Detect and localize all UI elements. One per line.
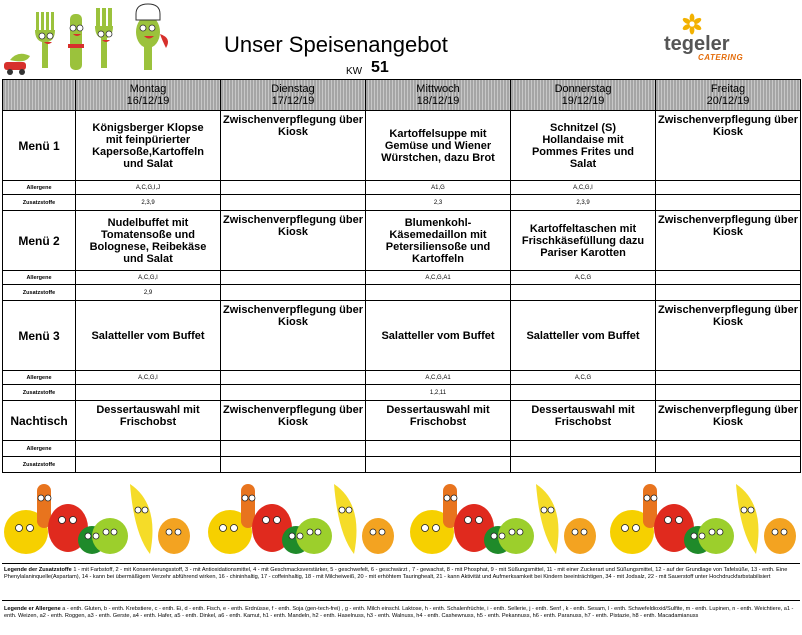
additive-cell: 1,2,11 (366, 385, 511, 401)
dish-cell: Zwischenverpflegung über Kiosk (221, 211, 366, 271)
header-corner (3, 80, 76, 111)
allergen-cell: A,C,G,A1 (366, 371, 511, 385)
legend-allergene (4, 606, 798, 621)
allergen-cell: A,C,G,I (511, 181, 656, 195)
brand-name: tegeler (664, 33, 730, 55)
allergen-cell: A,C,G (511, 271, 656, 285)
additive-row (3, 285, 801, 301)
additive-cell (511, 385, 656, 401)
additive-cell (656, 385, 801, 401)
allergen-row (3, 371, 801, 385)
dish-cell: Kartoffelsuppe mit Gemüse und Wiener Würstchen, dazu Brot (366, 111, 511, 181)
allergen-cell: A,C,G,I,J (76, 181, 221, 195)
additive-cell (511, 285, 656, 301)
legend-divider (2, 563, 800, 564)
day-date: 16/12/19 (126, 95, 170, 107)
day-date: 17/12/19 (271, 95, 315, 107)
day-name: Freitag (710, 83, 746, 95)
dish-cell: Dessertauswahl mit Frischobst (511, 401, 656, 441)
additive-cell (221, 385, 366, 401)
additive-cell (656, 285, 801, 301)
dish-cell: Kartoffeltaschen mit Frischkäsefüllung dazu Pariser Karotten (511, 211, 656, 271)
additive-cell (76, 385, 221, 401)
allergen-cell (366, 441, 511, 457)
menu-label: Nachtisch (3, 401, 76, 441)
allergen-cell: A,C,G,A1 (366, 271, 511, 285)
allergen-cell: A,C,G (511, 371, 656, 385)
additive-row (3, 195, 801, 211)
flower-logo-icon (681, 13, 703, 35)
additive-cell: 2,9 (76, 285, 221, 301)
allergen-cell (221, 441, 366, 457)
day-header-friday (656, 80, 801, 111)
allergen-cell: A1,G (366, 181, 511, 195)
allergen-row (3, 441, 801, 457)
day-name: Montag (129, 83, 167, 95)
additive-cell (221, 285, 366, 301)
dish-cell: Königsberger Klopse mit feinpürierter Kapersoße,Kartoffeln und Salat (76, 111, 221, 181)
dish-cell: Blumenkohl-Käsemedaillon mit Petersiliensoße und Kartoffeln (366, 211, 511, 271)
day-name: Mittwoch (416, 83, 460, 95)
allergen-row (3, 271, 801, 285)
allergen-cell: A,C,G,I (76, 271, 221, 285)
allergen-cell: A,C,G,I (76, 371, 221, 385)
dish-cell: Salatteller vom Buffet (76, 301, 221, 371)
allergen-row-label: Allergene (3, 441, 76, 457)
allergen-cell (221, 371, 366, 385)
additive-cell (221, 195, 366, 211)
menu-label: Menü 3 (3, 301, 76, 371)
allergen-cell (221, 271, 366, 285)
dish-cell: Zwischenverpflegung über Kiosk (656, 301, 801, 371)
day-header-row (3, 80, 801, 111)
day-header-thursday (511, 80, 656, 111)
additive-cell: 2,3,9 (76, 195, 221, 211)
additive-row-label: Zusatzstoffe (3, 195, 76, 211)
allergen-row-label: Allergene (3, 181, 76, 195)
dish-cell: Salatteller vom Buffet (511, 301, 656, 371)
allergen-cell (511, 441, 656, 457)
page-title: Unser Speisenangebot (224, 32, 448, 57)
dish-cell: Zwischenverpflegung über Kiosk (656, 401, 801, 441)
fruit-characters-image (2, 470, 192, 562)
legend-text: 1 - mit Farbstoff, 2 - mit Konservierungsstoff, 3 - mit Antioxidationsmittel, 4 - mit Geschmacksverstärker, 5 - geschwefelt, 6 - geschwärzt , 7 - gewachst, 8 - mit Phosphat, 9 - mit Süßungsmittel, 11 - mit einer Zuckerart und Süßungsmittel, 12 - auf der Grundlage von Tafelsüße, 13 - enth. Eine Phenylalaninquelle(Aspartam), 14 - kann bei übermäßigem Verzehr abführend wirken, 16 - chininhaltig, 17 - coffeinhaltig, 18 - mit Milcheiweiß, 20 - mit erhöhtem Tauringhealt, 21 - kann Aktivität und Aufmerksamkeit bei Kindern beeinträchtigen, 34 - mit Jodsalz, 22 - mit Sauerstoff unter Hochdruckfarbstabilisiert (4, 567, 788, 581)
legend-text: a - enth. Gluten, b - enth. Krebstiere, c - enth. Ei, d - enth. Fisch, e - enth. Erdnüsse, f - enth. Soja (gen-tech-frei) , g - enth. Milch einschl. Laktose, h - enth. Schalenfrüchte, i - enth. Sellerie, j - enth. Senf , k - enth. Sesam, l - enth. Schwefeldioxid/Sulfite, m - enth. Lupinen, n - enth. Weichtiere, a1 - enth. Weizen, a2 - enth. Roggen, a3 - enth. Gerste, a4 - enth. Hafer, a5 - enth. Dinkel, a6 - enth. Kamut, h1 - enth. Mandeln, h2 - enth. Haselnuss, h3 - enth. Walnuss, h4 - enth. Cashewnuss, h5 - enth. Pekannuss, h6 - enth. Paranuss, h7 - enth. Pistazie, h8 - enth. Macadamianuss (4, 606, 794, 620)
day-name: Dienstag (271, 83, 315, 95)
menu-row (3, 301, 801, 371)
allergen-cell (656, 271, 801, 285)
legend-divider (2, 600, 800, 601)
allergen-row-label: Allergene (3, 271, 76, 285)
dish-cell: Zwischenverpflegung über Kiosk (656, 111, 801, 181)
allergen-cell (656, 181, 801, 195)
dish-cell: Nudelbuffet mit Tomatensoße und Bolognese, Reibekäse und Salat (76, 211, 221, 271)
allergen-cell (76, 441, 221, 457)
allergen-cell (656, 441, 801, 457)
menu-label: Menü 1 (3, 111, 76, 181)
additive-cell: 2,3 (366, 195, 511, 211)
dish-cell: Zwischenverpflegung über Kiosk (221, 401, 366, 441)
fruit-characters-image (408, 470, 598, 562)
day-header-wednesday (366, 80, 511, 111)
additive-row (3, 385, 801, 401)
day-date: 19/12/19 (561, 95, 605, 107)
additive-cell (656, 195, 801, 211)
allergen-row (3, 181, 801, 195)
menu-row (3, 211, 801, 271)
dish-cell: Dessertauswahl mit Frischobst (76, 401, 221, 441)
additive-row-label: Zusatzstoffe (3, 285, 76, 301)
additive-cell (366, 285, 511, 301)
cutlery-characters-logo (0, 0, 185, 80)
day-date: 18/12/19 (416, 95, 460, 107)
week-number: 51 (371, 59, 389, 76)
legend-zusatzstoffe (4, 567, 798, 582)
menu-row (3, 111, 801, 181)
fruit-characters-image (206, 470, 396, 562)
fruit-characters-image (608, 470, 798, 562)
menu-label: Menü 2 (3, 211, 76, 271)
day-name: Donnerstag (554, 83, 612, 95)
allergen-cell (656, 371, 801, 385)
allergen-cell (221, 181, 366, 195)
brand-subtitle: CATERING (698, 53, 744, 62)
dish-cell: Zwischenverpflegung über Kiosk (656, 211, 801, 271)
day-date: 20/12/19 (706, 95, 750, 107)
dish-cell: Zwischenverpflegung über Kiosk (221, 301, 366, 371)
menu-table (2, 79, 801, 473)
allergen-row-label: Allergene (3, 371, 76, 385)
additive-row-label: Zusatzstoffe (3, 457, 76, 473)
dish-cell: Zwischenverpflegung über Kiosk (221, 111, 366, 181)
day-header-monday (76, 80, 221, 111)
legend-title: Legende er Allergene (4, 606, 61, 612)
dish-cell: Salatteller vom Buffet (366, 301, 511, 371)
menu-row (3, 401, 801, 441)
day-header-tuesday (221, 80, 366, 111)
dish-cell: Dessertauswahl mit Frischobst (366, 401, 511, 441)
legend-title: Legende der Zusatzstoffe (4, 567, 72, 573)
week-label: KW (346, 66, 363, 77)
additive-row-label: Zusatzstoffe (3, 385, 76, 401)
dish-cell: Schnitzel (S) Hollandaise mit Pommes Frites und Salat (511, 111, 656, 181)
additive-cell: 2,3,9 (511, 195, 656, 211)
